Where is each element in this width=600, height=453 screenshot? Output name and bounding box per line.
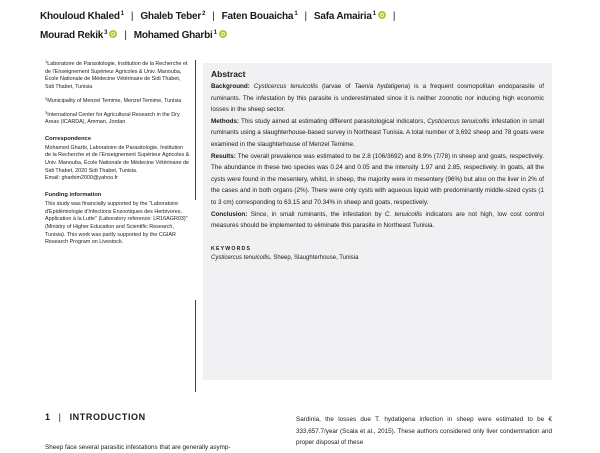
funding-text: This study was financially supported by the "Laboratoire d'Epidémiologie d'Infections Enzootiques des Herbivores, Application à la Lutte" (Laboratory reference: LR16AGR03)" (Ministry of Higher Education and Scientific Research, Tunisia). This work was partly supported by the CGIAR Research Program on Livestock.: [45, 200, 188, 246]
abstract-box: [203, 63, 552, 380]
orcid-icon[interactable]: [219, 30, 227, 38]
affiliation-marker: 2: [202, 11, 206, 17]
author[interactable]: Safa Amairia$^1$: [314, 11, 386, 22]
orcid-icon[interactable]: [378, 11, 386, 19]
article-sidebar: [45, 58, 190, 250]
body-text-column-2: Sardinia, the losses due T. hydatigena infection in sheep were estimated to be € 333,657.7/year (Scala et al., 2015). These authors considered only liver condemnation and proper disposal of these: [296, 416, 552, 447]
author[interactable]: Mourad Rekik$^3$: [40, 30, 117, 41]
affiliation-3: $^3$International Center for Agricultural Research in the Dry Areas (ICARDA), Amman, Jordan: [45, 109, 180, 126]
affiliation-marker: 3: [104, 30, 108, 36]
author[interactable]: Faten Bouaicha$^1$: [221, 11, 298, 22]
abstract-heading: Abstract: [211, 69, 246, 79]
abstract-background: Background: Cysticercus tenuicollis (larvae of Taenia hydatigena) is a frequent cosmopolitan endoparasite of ruminants. The infestation by this parasite is underestimated since it is neither zoonotic nor inducing high economic losses in the sheep sector.: [211, 83, 544, 114]
author-separator: |: [304, 11, 307, 22]
correspondence-email[interactable]: Email: gharbim2000@yahoo.fr: [45, 175, 118, 182]
introduction-text: Sheep face several parasitic infestations that are generally asymp-: [45, 444, 231, 451]
affiliation-marker: 1: [120, 11, 124, 17]
author-separator: |: [124, 30, 127, 41]
author[interactable]: Mohamed Gharbi$^1$: [134, 30, 227, 41]
correspondence-text: Mohamed Gharbi, Laboratoire de Parasitologie, Institution de la Recherche et de l'Enseignement Supérieur Agricoles & Univ. Manouba, École Nationale de Médecine Vétérinaire de Sidi Thabet, 2020 Sidi Thabet, Tunisia. Email: gharbim2000@yahoo.fr: [45, 144, 190, 182]
keywords-heading: KEYWORDS: [211, 245, 252, 252]
abstract-methods: Methods: This study aimed at estimating different parasitological indicators, Cysticercus tenuicollis infestation in small ruminants using a slaughterhouse-based survey in Northeast Tunisia. A total number of 3,692 sheep and 78 goats were examined in the slaughterhouse of Menzel Temime.: [211, 117, 544, 148]
keywords-list: Cysticercus tenuicollis, Sheep, Slaughterhouse, Tunisia: [211, 254, 359, 261]
abstract-results: Results: The overall prevalence was estimated to be 2.8 (106/3692) and 8.9% (7/78) in sheep and goats, respectively. The abundance in these two species was 0.24 and 0.05 and the intensity 1.97 and 2.85, respectively. In goats, all the cysts were found in the mesentery, whilst, in sheep, the majority were in mesentery (96%) but also on the liver in 2% of the cases and in both organs (2%). There were only cysts with aqueous liquid with predominantly middle-sized cysts (1 to 3 cm) corresponding to 63.15 and 70.34% in sheep and goats, respectively.: [211, 152, 544, 206]
column-divider: [195, 300, 196, 392]
affiliation-1: $^1$Laboratoire de Parasitologie, Institution de la Recherche et de l'Enseignement Supérieur Agricoles & Univ. Manouba, École Nationale de Médecine Vétérinaire de Sidi Thabet, Sidi Thabet, Tunisia: [45, 59, 188, 91]
affiliation-marker: 1: [372, 11, 376, 17]
funding-heading: Funding information: [45, 192, 102, 199]
author[interactable]: Ghaleb Teber$^2$: [140, 11, 206, 22]
author[interactable]: Khouloud Khaled$^1$: [40, 11, 124, 22]
author-separator: |: [392, 11, 396, 22]
column-divider: [195, 60, 196, 200]
affiliation-marker: 1: [294, 11, 298, 17]
orcid-icon[interactable]: [109, 30, 117, 38]
author-separator: |: [212, 11, 215, 22]
affiliation-marker: 1: [213, 30, 217, 36]
correspondence-heading: Correspondence: [45, 135, 92, 142]
section-heading-introduction: 1 | INTRODUCTION: [45, 412, 146, 422]
author-list: [40, 6, 580, 44]
affiliation-2: $^2$Municipality of Menzel Temime, Menzel Temime, Tunisia: [45, 95, 182, 104]
abstract-conclusion: Conclusion: Since, in small ruminants, the infestation by C. tenuicollis indicators are not high, low cost control measures should be implemented to eliminate this parasite in Northeast Tunisia.: [211, 210, 544, 230]
author-separator: |: [130, 11, 134, 22]
